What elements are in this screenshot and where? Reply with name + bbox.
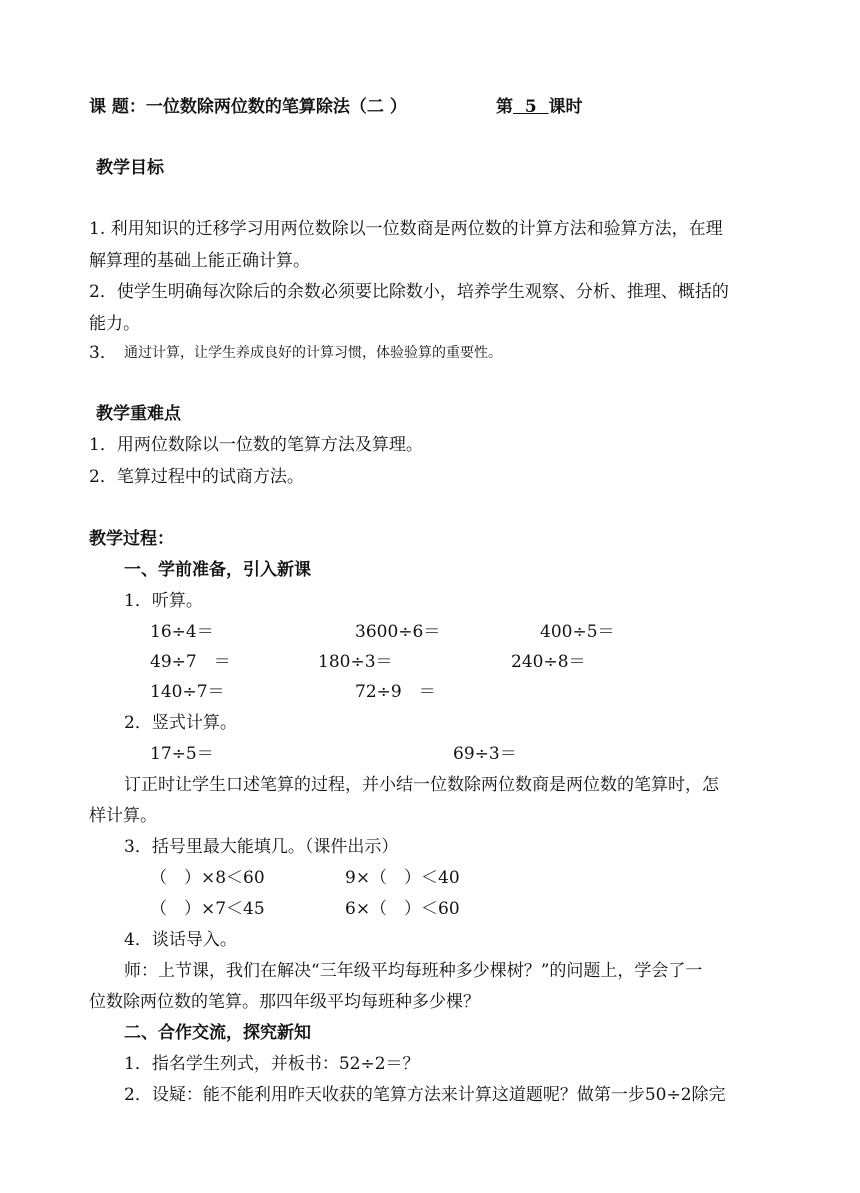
expr-3600-6: 3600÷6＝ <box>355 622 441 642</box>
key-points-heading: 教学重难点 <box>96 404 181 424</box>
expr-bracket-8: （ ）×8＜60 <box>150 868 265 888</box>
step-1: 1．指名学生列式，并板书：52÷2＝？ <box>124 1054 420 1074</box>
goal-1-line-1: 1. 利用知识的迁移学习用两位数除以一位数商是两位数的计算方法和验算方法，在理 <box>89 219 723 239</box>
expr-69-3: 69÷3＝ <box>453 744 517 764</box>
expr-6-bracket: 6×（ ）＜60 <box>345 899 460 919</box>
expr-240-8: 240÷8＝ <box>511 652 586 672</box>
item-listen-calc: 1．听算。 <box>124 591 203 611</box>
goal-1-line-2: 解算理的基础上能正确计算。 <box>89 251 310 271</box>
section-1-title: 一、学前准备，引入新课 <box>124 560 311 580</box>
expr-17-5: 17÷5＝ <box>150 744 214 764</box>
item-fill-brackets: 3．括号里最大能填几。（课件出示） <box>124 837 399 857</box>
expr-72-9: 72÷9 ＝ <box>355 682 436 702</box>
lesson-number: 5 <box>513 97 549 117</box>
key-point-2: 2．笔算过程中的试商方法。 <box>89 467 304 487</box>
step-2: 2．设疑：能不能利用昨天收获的笔算方法来计算这道题呢？做第一步50÷2除完 <box>124 1085 726 1105</box>
lesson-suffix: 课时 <box>548 97 583 117</box>
goal-2-line-2: 能力。 <box>89 314 140 334</box>
expr-140-7: 140÷7＝ <box>150 682 225 702</box>
expr-49-7: 49÷7 ＝ <box>150 652 231 672</box>
item-talk-intro: 4．谈话导入。 <box>124 930 237 950</box>
lesson-prefix: 第 <box>496 97 513 117</box>
goals-heading: 教学目标 <box>96 158 164 178</box>
goal-3-number: 3． <box>89 343 117 363</box>
process-heading: 教学过程： <box>89 529 174 549</box>
teacher-line-2: 位数除两位数的笔算。那四年级平均每班种多少棵？ <box>89 992 480 1012</box>
lesson-title: 课 题：一位数除两位数的笔算除法（二 ） <box>89 97 407 117</box>
expr-180-3: 180÷3＝ <box>318 652 393 672</box>
expr-bracket-7: （ ）×7＜45 <box>150 899 265 919</box>
goal-2-line-1: 2．使学生明确每次除后的余数必须要比除数小，培养学生观察、分析、推理、概括的 <box>89 282 729 302</box>
teacher-line-1: 师：上节课，我们在解决“三年级平均每班种多少棵树？”的问题上，学会了一 <box>124 961 703 981</box>
note-correction-line-2: 样计算。 <box>89 806 157 826</box>
item-vertical-calc: 2．竖式计算。 <box>124 713 237 733</box>
section-2-title: 二、合作交流，探究新知 <box>124 1023 311 1043</box>
key-point-1: 1．用两位数除以一位数的笔算方法及算理。 <box>89 435 423 455</box>
expr-9-bracket: 9×（ ）＜40 <box>345 868 460 888</box>
lesson-number-label <box>496 95 583 119</box>
expr-16-4: 16÷4＝ <box>150 622 214 642</box>
goal-3-text: 通过计算，让学生养成良好的计算习惯，体验验算的重要性。 <box>124 345 502 361</box>
expr-400-5: 400÷5＝ <box>540 622 615 642</box>
note-correction-line-1: 订正时让学生口述笔算的过程，并小结一位数除两位数商是两位数的笔算时，怎 <box>124 775 719 795</box>
